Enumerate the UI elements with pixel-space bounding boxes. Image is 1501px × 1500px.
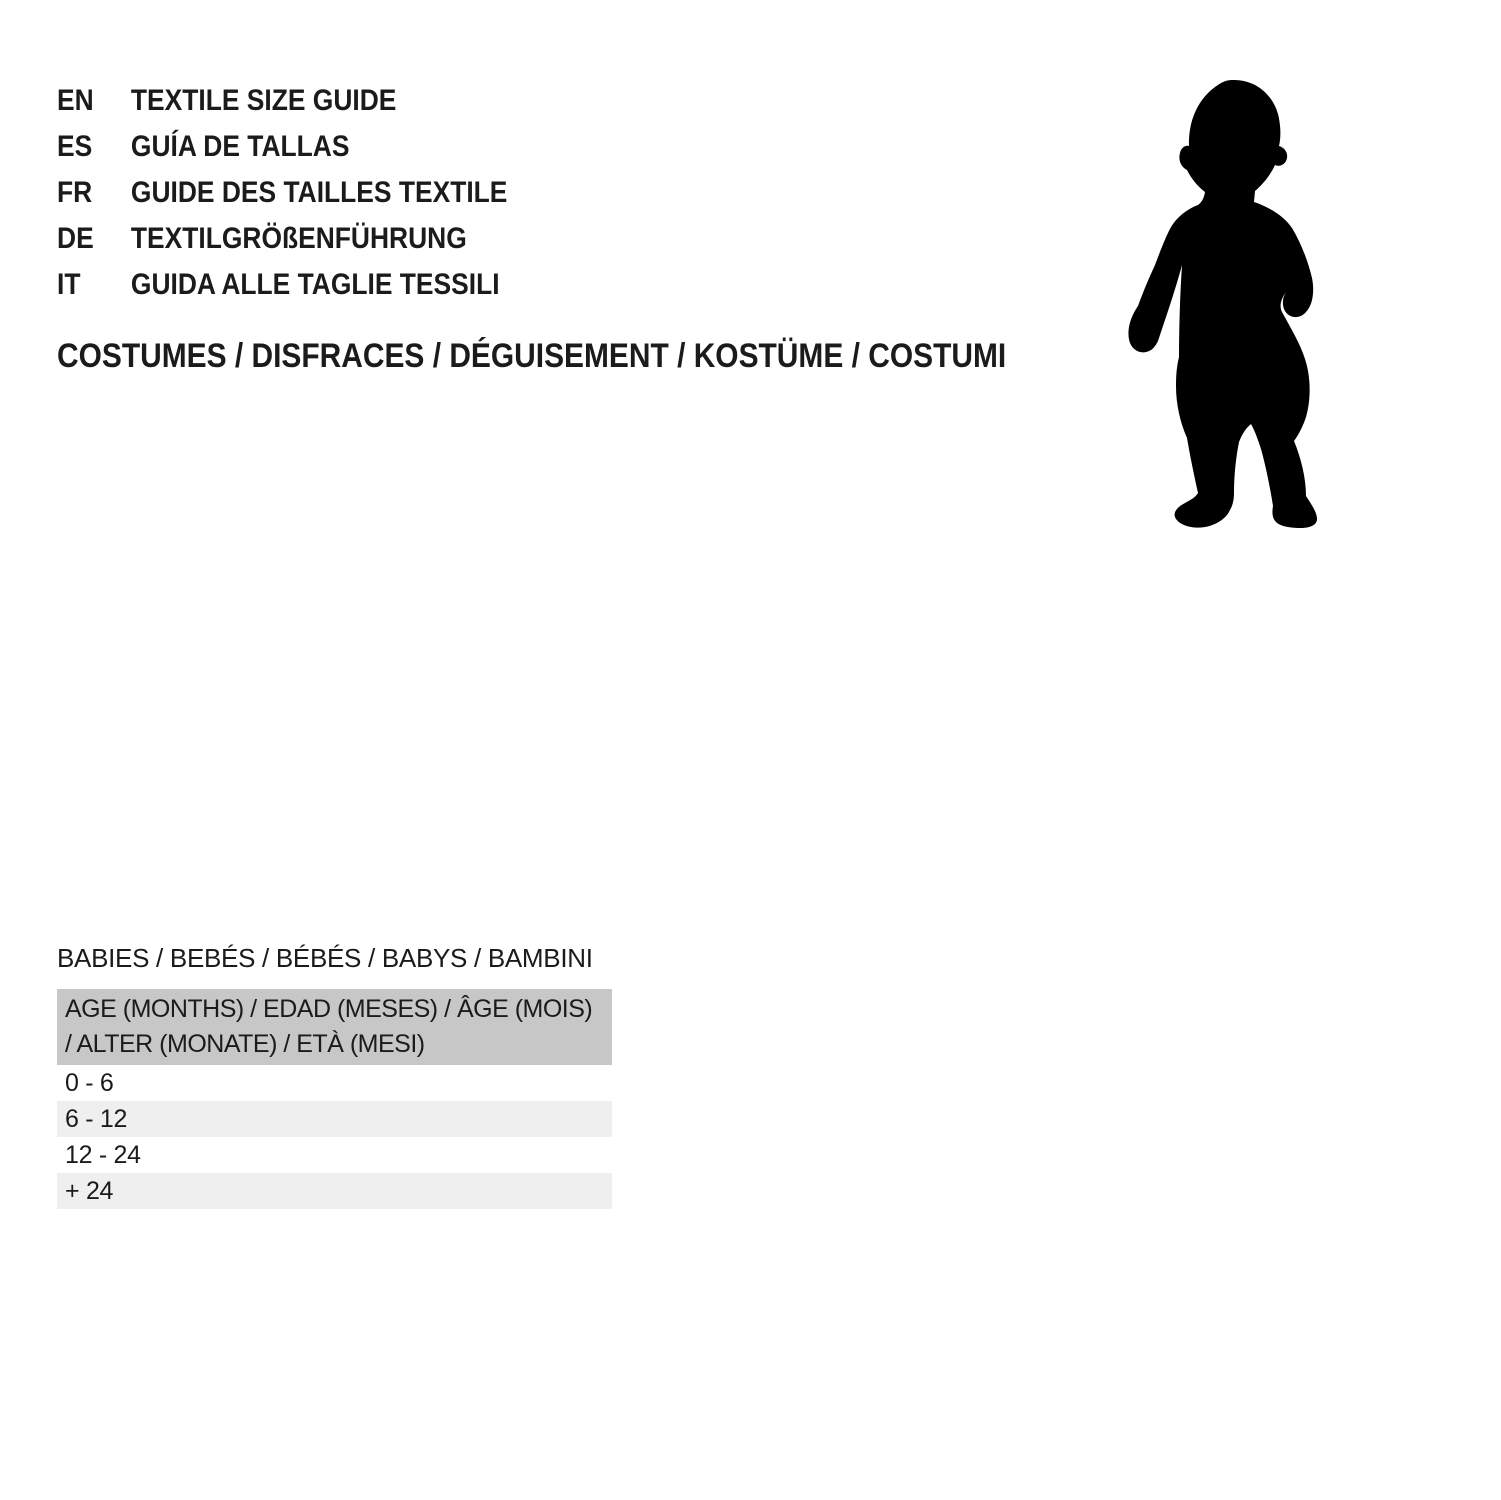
- lang-title: TEXTILE SIZE GUIDE: [130, 84, 397, 117]
- table-header-age: AGE (MONTHS) / EDAD (MESES) / ÂGE (MOIS) / ALTER (MONATE) / ETÀ (MESI): [57, 989, 612, 1065]
- lang-row-it: [57, 262, 507, 308]
- lang-code: IT: [57, 268, 81, 301]
- lang-row-en: [57, 78, 507, 124]
- lang-title: GUIDA ALLE TAGLIE TESSILI: [130, 268, 500, 301]
- lang-row-fr: [57, 170, 507, 216]
- lang-title: GUÍA DE TALLAS: [130, 130, 350, 163]
- lang-row-es: [57, 124, 507, 170]
- babies-size-table: [57, 941, 612, 1209]
- baby-silhouette-icon: [1100, 60, 1380, 560]
- lang-title: GUIDE DES TAILLES TEXTILE: [130, 176, 508, 209]
- table-row-age-24-plus: + 24: [57, 1173, 612, 1209]
- table-section-title: BABIES / BEBÉS / BÉBÉS / BABYS / BAMBINI: [57, 943, 593, 973]
- table-row-age-6-12: 6 - 12: [57, 1101, 612, 1137]
- lang-title: TEXTILGRÖßENFÜHRUNG: [130, 222, 467, 255]
- table-row-age-0-6: 0 - 6: [65, 1069, 114, 1097]
- lang-code: DE: [57, 222, 94, 255]
- language-title-list: [57, 78, 569, 308]
- lang-code: FR: [57, 176, 93, 209]
- lang-row-de: [57, 216, 507, 262]
- table-row-age-12-24: 12 - 24: [65, 1141, 141, 1169]
- lang-code: ES: [57, 130, 93, 163]
- lang-code: EN: [57, 84, 94, 117]
- category-title: COSTUMES / DISFRACES / DÉGUISEMENT / KOSTÜME / COSTUMI: [57, 337, 1007, 375]
